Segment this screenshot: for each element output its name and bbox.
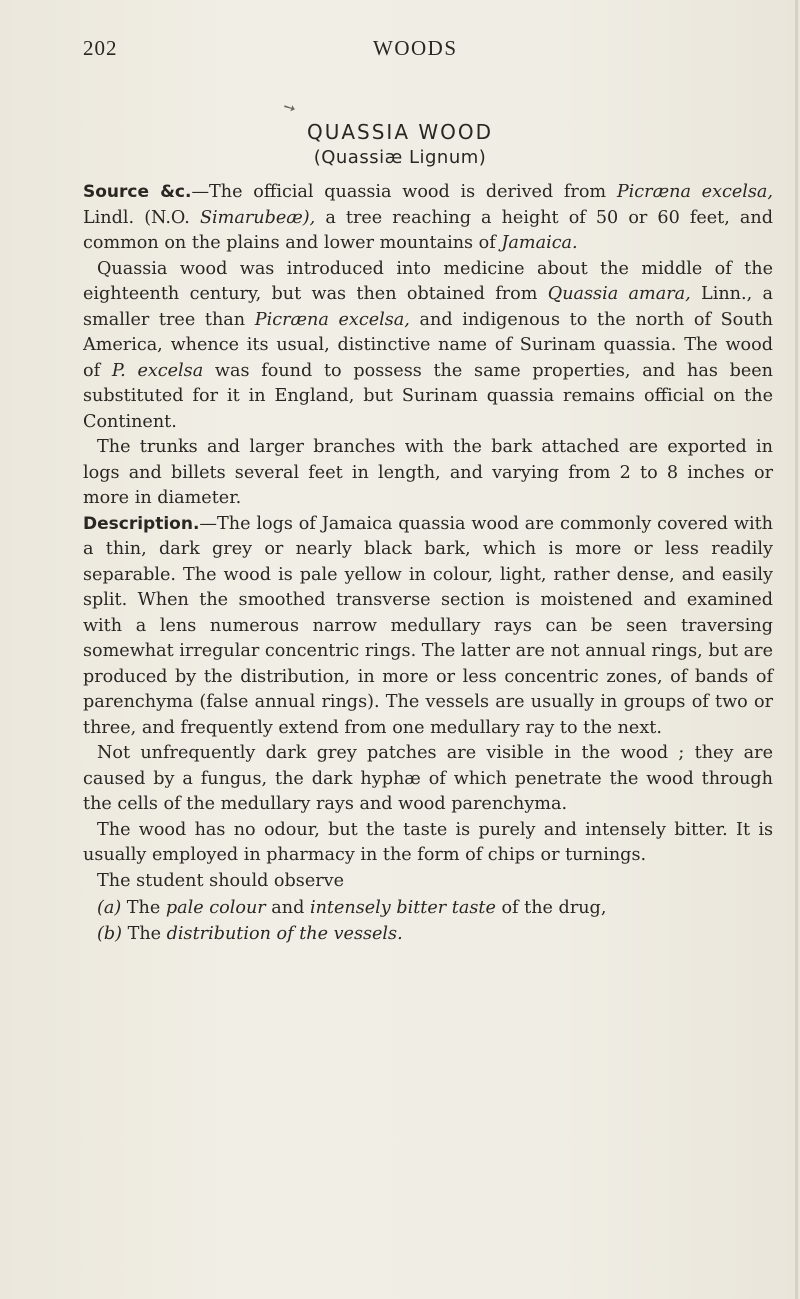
source-heading: Source &c. <box>83 182 192 202</box>
text-run: —The logs of Jamaica quassia wood are commonly covered with a thin, dark grey or nearly black bark, which is more or less readily separable. The wood is pale yellow in colour, light, rather dense, and easily split. When the smoothed transverse section is moistened and examined with a lens numerous narrow medullary rays can be seen traversing somewhat irregular concentric rings. The latter are not annual rings, but are produced by the distribution, in more or less concentric zones, of bands of parenchyma (false annual rings). The vessels are usually in groups of two or three, and frequently extend from one medullary ray to the next. <box>83 513 773 738</box>
page-number: 202 <box>83 36 118 60</box>
section-title-text: QUASSIA WOOD <box>306 120 494 144</box>
italic-run: distribution of the vessels. <box>166 923 403 944</box>
list-marker: (b) <box>97 923 122 944</box>
text-run: —The official quassia wood is derived from <box>191 182 617 202</box>
text-run: The <box>121 898 166 918</box>
text-run: of the drug, <box>495 898 607 918</box>
paragraph-source <box>83 180 773 257</box>
list-item <box>83 922 773 948</box>
italic-run: Picræna excelsa, <box>254 309 410 330</box>
text-run: The <box>122 923 167 944</box>
section-latin-name: (Quassiæ Lignum) <box>313 147 487 168</box>
italic-run: Jamaica. <box>501 233 578 253</box>
observation-list <box>83 896 773 947</box>
page-header <box>83 36 773 66</box>
italic-run: Quassia amara, <box>547 284 691 304</box>
paragraph-quassia <box>83 257 773 436</box>
text-run: was found to possess the same properties, and has been substituted for it in England, but Surinam quassia remains official on the Continent. <box>83 360 773 432</box>
text-run: Quassia wood was introduced into medicine about the middle of the eighteenth century, but was then obtained from <box>83 258 773 304</box>
text-run: a tree reaching a height of 50 or 60 feet, and common on the plains and lower mountains of <box>83 207 773 253</box>
list-marker: (a) <box>97 898 122 918</box>
section-title <box>0 95 800 144</box>
paragraph-odour: The wood has no odour, but the taste is purely and intensely bitter. It is usually employed in pharmacy in the form of chips or turnings. <box>83 819 773 865</box>
description-heading: Description. <box>83 513 200 534</box>
arrow-mark-icon: ➘ <box>279 95 301 119</box>
text-run: and <box>265 898 310 918</box>
italic-run: Picræna excelsa, <box>616 182 773 202</box>
paragraph-description <box>83 512 773 742</box>
running-head: WOODS <box>373 36 458 60</box>
italic-run: pale colour <box>165 898 266 918</box>
text-run: Lindl. (N.O. <box>83 207 200 228</box>
paragraph-student: The student should observe <box>97 870 344 891</box>
text-run: Linn., a smaller tree than <box>83 284 773 330</box>
italic-run: intensely bitter taste <box>309 898 496 918</box>
italic-run: P. excelsa <box>111 360 204 381</box>
text-run: and indigenous to the north of South America, whence its usual, distinctive name of Surinam quassia. The wood of <box>83 309 773 381</box>
body-text <box>83 180 773 947</box>
paragraph-patches: Not unfrequently dark grey patches are visible in the wood ; they are caused by a fungus, the dark hyphæ of which penetrate the wood through the cells of the medullary rays and wood parenchyma. <box>83 743 773 814</box>
page-edge-shadow <box>795 0 798 1299</box>
paragraph-trunks: The trunks and larger branches with the bark attached are exported in logs and billets several feet in length, and varying from 2 to 8 inches or more in diameter. <box>83 437 773 508</box>
italic-run: Simarubeæ), <box>199 207 316 228</box>
list-item <box>83 896 773 922</box>
